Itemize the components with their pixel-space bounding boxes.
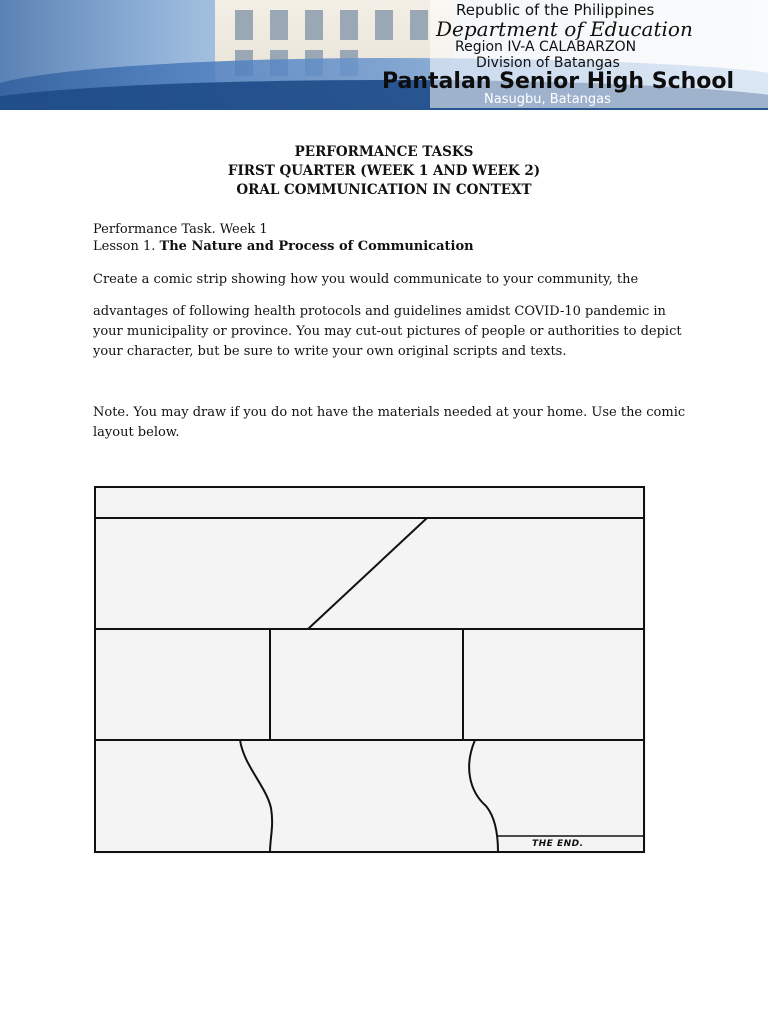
task-label: Performance Task. Week 1 <box>93 222 268 237</box>
instruction-paragraph-2: advantages of following health protocols and guidelines amidst COVID-10 pandemic in your municipality or province. You may cut-out pictures of people or authorities to depict your character, but be sure to write your own original scripts and texts. <box>93 304 682 359</box>
lesson-title: The Nature and Process of Communication <box>159 239 474 254</box>
header-republic: Republic of the Philippines <box>456 1 655 19</box>
diagonal-panel-divider <box>308 518 427 629</box>
header-school-name: Pantalan Senior High School <box>382 69 735 94</box>
header-division: Division of Batangas <box>476 55 620 71</box>
wavy-left-divider <box>240 740 272 852</box>
header-location: Nasugbu, Batangas <box>484 92 611 107</box>
lesson-prefix: Lesson 1. <box>93 239 160 254</box>
comic-panels-drawing <box>94 486 646 854</box>
document-subtitle-quarter: FIRST QUARTER (WEEK 1 AND WEEK 2) <box>227 163 541 179</box>
lesson-line <box>93 237 693 257</box>
header-region: Region IV-A CALABARZON <box>455 39 637 55</box>
instruction-paragraph-1: Create a comic strip showing how you would communicate to your community, the <box>93 272 639 287</box>
document-title: PERFORMANCE TASKS <box>294 144 474 160</box>
wavy-right-divider <box>469 740 498 852</box>
header-banner <box>0 0 768 110</box>
document-subtitle-subject: ORAL COMMUNICATION IN CONTEXT <box>236 182 532 198</box>
comic-layout <box>94 486 646 854</box>
the-end-label: THE END. <box>532 839 584 849</box>
header-department: Department of Education <box>436 17 693 41</box>
note-paragraph: Note. You may draw if you do not have the materials needed at your home. Use the comic layout below. <box>93 405 686 440</box>
comic-outer-border <box>95 487 644 852</box>
